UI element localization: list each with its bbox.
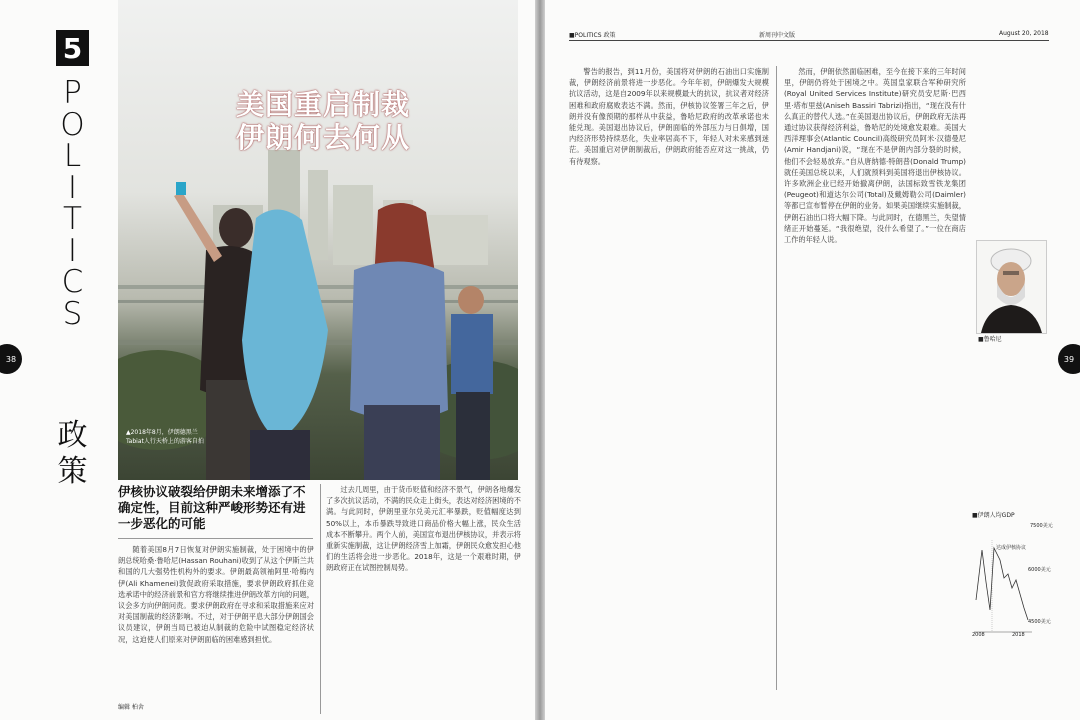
gdp-chart-title: ■伊朗人均GDP <box>972 512 1015 519</box>
gdp-year-start: 2008 <box>972 632 985 638</box>
left-page <box>0 0 535 720</box>
section-number-badge: 5 <box>56 30 89 66</box>
editor-credit: 编辑 柏舍 <box>118 704 144 711</box>
page-number-right: 39 <box>1058 344 1080 374</box>
section-title-chinese: 政 策 <box>57 418 88 489</box>
cover-photo <box>118 0 518 480</box>
standfirst: 伊核协议破裂给伊朗未来增添了不确定性，目前这种严峻形势还有进一步恶化的可能 <box>118 484 306 531</box>
spine <box>535 0 545 720</box>
page-number-left: 38 <box>0 344 22 374</box>
right-column-1: 警告的报告，到11月份，美国将对伊朗的石油出口实施制裁，伊朗经济前景将进一步恶化。今年年初，伊朗爆发大规模抗议活动，这是自2009年以来规模最大的抗议，抗议者对经济困难和政府腐败表达不满。然而，伊核协议签署三年之后，伊朗并没有像预期的那样从中获益，鲁哈尼政府的改革承诺也未能兑现。美国退出协议后，伊朗面临的外部压力与日俱增，国内经济形势持续恶化，失业率居高不下，年轻人对未来感到迷茫。美国重启对伊朗制裁后，伊朗政府能否应对这一挑战，仍有待观察。 <box>569 67 769 166</box>
right-header-date: August 20, 2018 <box>999 30 1049 37</box>
gdp-year-end: 2018 <box>1012 632 1025 638</box>
gdp-label-6000: 6000美元 <box>1028 567 1051 573</box>
portrait-caption: ■鲁哈尼 <box>978 336 1002 343</box>
photo-illustration <box>118 0 518 480</box>
rouhani-portrait <box>976 240 1047 334</box>
gdp-label-7500: 7500美元 <box>1030 523 1053 529</box>
right-header-section: ■POLITICS 政策 <box>569 32 616 39</box>
left-column-1: 随着美国8月7日恢复对伊朗实施制裁，处于困境中的伊朗总统哈桑·鲁哈尼(Hassan Rouhani)收到了从这个伊斯兰共和国的几大强势性机构外的要求。伊朗最高领袖阿里·哈梅内伊(Ali Khamenei)敦促政府采取措施，要求伊朗政府抓住竞选承诺中的经济前景和官方将继续推进伊朗改革方向的问题，议会多方向伊朗问责。要求伊朗政府在寻求和采取措施来应对对美国制裁的经济影响。不过，对于伊朗平息大部分伊朗国会议员建议，伊朗当局已被迫从制裁的危险中试图稳定经济状况，这迫使人们原来对伊朗面临的困难感到担忧。 <box>118 545 314 644</box>
gdp-chart <box>972 510 1053 640</box>
section-title-vertical: P O L I T I C S <box>60 75 85 332</box>
right-header-mid: 新周刊中文版 <box>759 32 796 39</box>
photo-caption: ▲2018年8月，伊朗德黑兰 Tabiat人行天桥上的游客自拍 <box>126 429 204 445</box>
gdp-label-4500: 4500美元 <box>1028 619 1051 625</box>
right-column-2: 然而，伊朗依然面临困难，至今在接下来的三年时间里，伊朗仍将处于困境之中。英国皇家联合军种研究所(Royal United Services Institute)研究员安尼斯·巴西里·塔布里兹(Aniseh Bassiri Tabrizi)指出，“现在没有什么真正的替代人选。”在美国退出协议后，伊朗政府无法再通过协议获得经济利益，鲁哈尼的处境愈发艰难。美国大西洋理事会(Atlantic Council)高级研究员阿米·汉德曼尼(Amir Handjani)说，“现在不是伊朗内部分裂的时候，他们不会轻易放弃。”自从唐纳德·特朗普(Donald Trump)就任美国总统以来，人们就预料到美国将退出伊核协议。许多欧洲企业已经开始撤离伊朗，法国标致雪铁龙集团(Peugeot)和道达尔公司(Total)及戴姆勒公司(Daimler)等都已宣布暂停在伊朗的业务。如果美国继续实施制裁，伊朗石油出口将大幅下降。与此同时，在德黑兰，失望情绪正开始蔓延。“我很绝望，没什么希望了。”一位在商店工作的年轻人说。 <box>784 67 966 245</box>
left-column-2: 过去几周里，由于货币贬值和经济不景气，伊朗各地爆发了多次抗议活动，不满的民众走上街头，表达对经济困境的不满。与此同时，伊朗里亚尔兑美元汇率暴跌，贬值幅度达到50%以上，本币暴跌导致进口商品价格大幅上涨，民众生活成本不断攀升。两个人前，美国宣布退出伊核协议，并表示将重新实施制裁，这让伊朗经济雪上加霜，伊朗民众愈发担心他们的生活将会进一步恶化。2018年，这是一个艰难时期，伊朗政府正在试图控制局势。 <box>326 485 521 573</box>
gdp-label-deal: 达成伊核协议 <box>996 545 1027 551</box>
headline: 美国重启制裁 伊朗何去何从 <box>235 88 410 154</box>
